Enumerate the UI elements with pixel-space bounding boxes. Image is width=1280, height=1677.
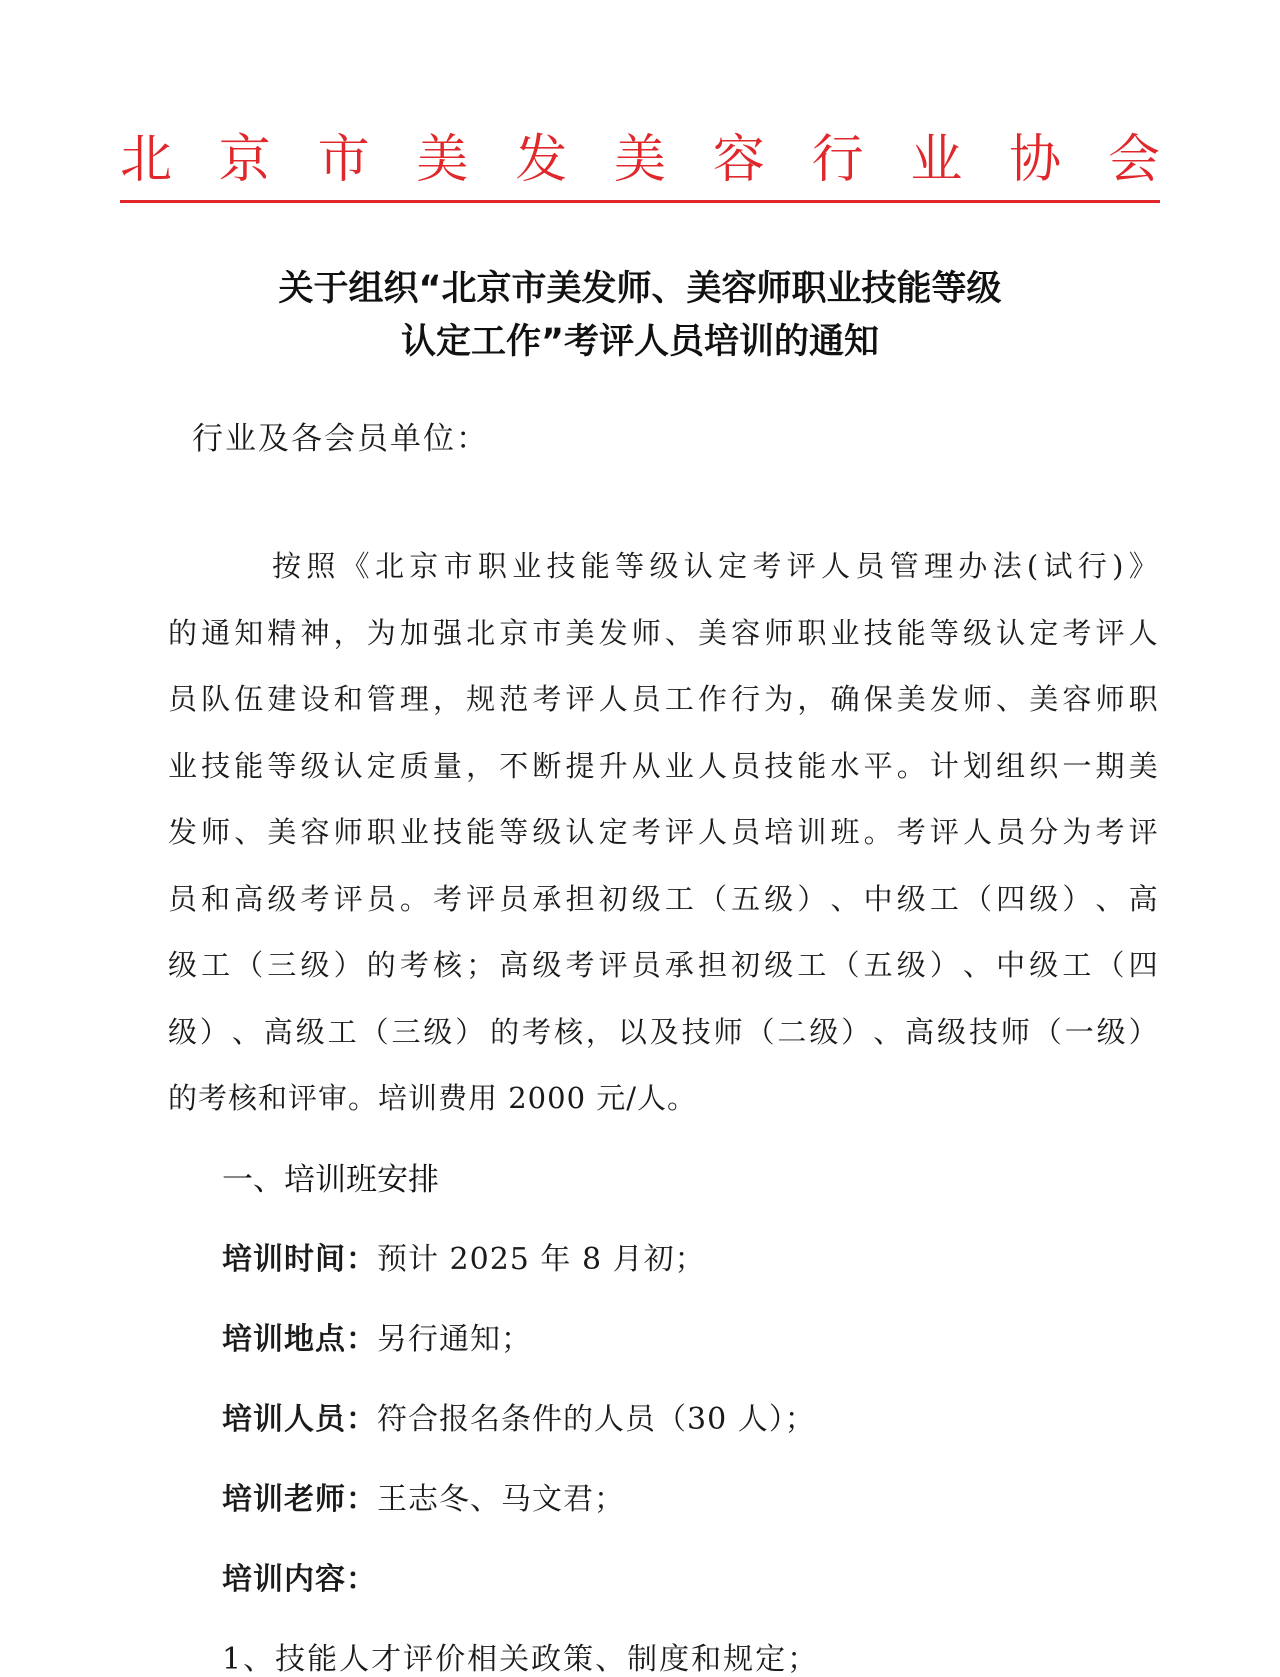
training-teacher-label: 培训老师： <box>222 1482 377 1517</box>
letterhead-divider <box>120 200 1160 203</box>
letterhead-char: 京 <box>218 130 271 190</box>
training-people-value: 符合报名条件的人员（30 人）； <box>377 1402 816 1437</box>
letterhead-char: 会 <box>1107 130 1160 190</box>
letterhead <box>120 126 1160 194</box>
training-content-label: 培训内容： <box>222 1562 377 1597</box>
training-time-value: 预计 2025 年 8 月初； <box>377 1242 706 1277</box>
body-line: 员 队 伍 建 设 和 管 理 ， 规 范 考 评 人 员 工 作 行 为 ， 确 保 美 发 师 、 美 容 师 职 <box>168 682 1158 716</box>
letterhead-char: 发 <box>515 130 568 190</box>
body-paragraph <box>168 546 1158 1145</box>
body-line: 发 师 、 美 容 师 职 业 技 能 等 级 认 定 考 评 人 员 培 训 班 。 考 评 人 员 分 为 考 评 <box>168 815 1158 849</box>
body-line: 级 ） 、 高 级 工 （ 三 级 ） 的 考 核 ， 以 及 技 师 （ 二 级 ） 、 高 级 技 师 （ 一 级 ） <box>168 1014 1158 1049</box>
body-line: 级 工 （ 三 级 ） 的 考 核 ； 高 级 考 评 员 承 担 初 级 工 （ 五 级 ） 、 中 级 工 （ 四 <box>168 948 1158 982</box>
letterhead-char: 行 <box>811 130 864 190</box>
training-time-label: 培训时间： <box>222 1242 377 1277</box>
content-item-1: 1、技能人才评价相关政策、制度和规定； <box>222 1642 820 1677</box>
body-line: 的 通 知 精 神 ， 为 加 强 北 京 市 美 发 师 、 美 容 师 职 业 技 能 等 级 认 定 考 评 人 <box>168 615 1158 650</box>
section-heading: 一、培训班安排 <box>222 1162 439 1198</box>
training-content <box>222 1562 377 1597</box>
letterhead-char: 业 <box>910 130 963 190</box>
body-line: 员 和 高 级 考 评 员 。 考 评 员 承 担 初 级 工 （ 五 级 ） 、 中 级 工 （ 四 级 ） 、 高 <box>168 881 1158 916</box>
body-line: 的考核和评审。培训费用 2000 元/人。 <box>168 1081 698 1115</box>
letterhead-char: 美 <box>416 130 469 190</box>
training-teacher <box>222 1482 625 1517</box>
body-line: 按 照 《 北 京 市 职 业 技 能 等 级 认 定 考 评 人 员 管 理 办 法 ( 试 行 ) 》 <box>272 549 1158 583</box>
training-place-value: 另行通知； <box>377 1322 532 1357</box>
document-title-line-2: 认定工作”考评人员培训的通知 <box>400 322 879 362</box>
training-place-label: 培训地点： <box>222 1322 377 1357</box>
body-line: 业 技 能 等 级 认 定 质 量 ， 不 断 提 升 从 业 人 员 技 能 水 平 。 计 划 组 织 一 期 美 <box>168 748 1158 783</box>
letterhead-char: 容 <box>712 130 765 190</box>
document-title-line-1: 关于组织“北京市美发师、美容师职业技能等级 <box>278 269 1002 309</box>
training-time <box>222 1242 706 1277</box>
letterhead-char: 北 <box>120 130 173 190</box>
letterhead-char: 美 <box>613 130 666 190</box>
salutation: 行业及各会员单位： <box>192 421 489 457</box>
letterhead-char: 协 <box>1009 130 1062 190</box>
training-place <box>222 1322 532 1357</box>
training-teacher-value: 王志冬、马文君； <box>377 1482 625 1517</box>
letterhead-char: 市 <box>317 130 370 190</box>
training-people <box>222 1402 816 1437</box>
training-people-label: 培训人员： <box>222 1402 377 1437</box>
